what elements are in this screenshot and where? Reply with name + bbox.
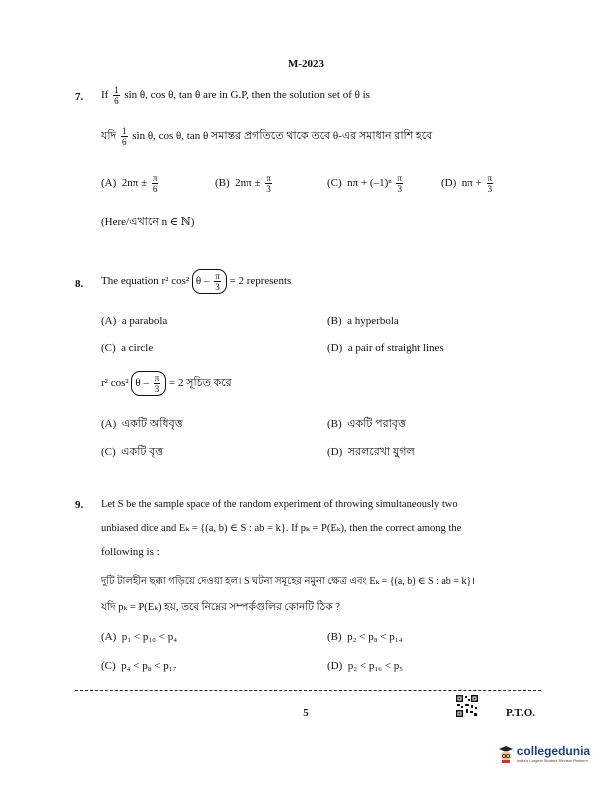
one-sixth-fraction [113, 85, 120, 106]
q8-option-c-en[interactable] [101, 342, 153, 354]
q7-bn-pre: যদি [101, 130, 117, 143]
frac-den: 6 [152, 184, 158, 194]
frac-num: π [152, 173, 158, 183]
q9-option-c[interactable] [101, 660, 176, 672]
question-9-number: 9. [75, 499, 84, 511]
option-fraction [265, 173, 272, 194]
q9-option-a[interactable] [101, 631, 177, 643]
q7-option-a[interactable] [101, 173, 160, 194]
option-label: (C) [101, 660, 116, 672]
pto-label: P.T.O. [506, 707, 536, 719]
frac-num: π [397, 173, 403, 183]
q8-option-c-bn[interactable] [101, 443, 163, 462]
page-number: 5 [303, 707, 309, 719]
option-label: (D) [327, 660, 343, 672]
graduate-mascot-icon [498, 745, 514, 763]
frac-den: 3 [154, 384, 160, 394]
q7-option-d[interactable] [441, 173, 495, 194]
option-label: (B) [327, 418, 342, 430]
option-label: (A) [101, 177, 117, 190]
option-text: a pair of straight lines [347, 342, 444, 354]
frac-num: π [154, 373, 160, 383]
option-text: p₂ < p₈ < p₁₄ [347, 631, 403, 643]
logo-tagline: India's Largest Student Review Platform [516, 758, 588, 763]
option-label: (D) [327, 446, 343, 458]
collegedunia-logo [498, 744, 590, 763]
question-7-text-bn [101, 126, 432, 147]
frac-den: 6 [114, 96, 119, 106]
frac-den: 3 [215, 282, 220, 292]
paren-text: θ – [135, 377, 149, 390]
pi-over-three-fraction [214, 271, 221, 292]
option-text: a circle [121, 342, 154, 354]
option-text: nπ + [461, 177, 482, 190]
q9-en-line3: following is : [101, 546, 160, 558]
option-text: p₂ < p₁₆ < p₅ [347, 660, 404, 672]
option-text: nπ + (–1)ⁿ [347, 177, 392, 190]
option-label: (C) [101, 342, 116, 354]
footer-divider [75, 690, 541, 691]
q8-en-pre: The equation r² cos² [101, 275, 190, 288]
q8-option-d-bn[interactable] [327, 443, 415, 462]
q9-en-line1: Let S be the sample space of the random experiment of throwing simultaneously two [101, 499, 458, 510]
question-7-text-en [101, 85, 370, 106]
option-fraction [487, 173, 494, 194]
frac-num: 1 [114, 85, 119, 95]
q9-en-line2: unbiased dice and Eₖ = {(a, b) ∈ S : ab = k}. If pₖ = P(Eₖ), then the correct among the [101, 523, 462, 534]
q7-option-c[interactable] [327, 173, 405, 194]
paren-text: θ – [195, 275, 210, 288]
option-text: সরলরেখা যুগল [347, 446, 415, 458]
option-label: (D) [327, 342, 343, 354]
q9-option-b[interactable] [327, 631, 402, 643]
q8-option-b-bn[interactable] [327, 415, 406, 434]
option-text: 2nπ ± [235, 177, 261, 190]
paper-code: M-2023 [287, 58, 325, 70]
q8-en-post: = 2 represents [229, 275, 292, 288]
q7-bn-post: sin θ, cos θ, tan θ সমান্তর প্রগতিতে থাকে তবে θ-এর সমাধান রাশি হবে [132, 130, 433, 143]
frac-den: 6 [122, 137, 127, 147]
question-8-text-en [101, 269, 291, 294]
option-label: (B) [327, 631, 342, 643]
frac-den: 3 [397, 184, 402, 194]
frac-num: 1 [122, 126, 127, 136]
option-fraction [152, 173, 159, 194]
option-text: একটি বৃত্ত [121, 446, 164, 458]
paren-expression [192, 269, 227, 294]
paren-expression-bn [131, 371, 166, 396]
q7-note: (Here/এখানে n ∈ ℕ) [101, 216, 195, 228]
option-text: a parabola [121, 315, 168, 327]
one-sixth-fraction-bn [121, 126, 128, 147]
question-8-text-bn [101, 371, 232, 396]
q9-bn-line1: দুটি টালহীন ছক্কা গড়িয়ে দেওয়া হল। S ঘটনা সমূহের নমুনা ক্ষেত্র এবং Eₖ = {(a, b) ∈ S : ab = k}। [101, 576, 476, 587]
option-text: 2nπ ± [121, 177, 148, 190]
q8-bn-post: = 2 সূচিত করে [169, 377, 232, 390]
q7-option-b[interactable] [215, 173, 274, 194]
q9-bn-line2: যদি pₖ = P(Eₖ) হয়, তবে নিম্নের সম্পর্কগুলির কোনটি ঠিক ? [101, 602, 340, 613]
option-label: (B) [327, 315, 342, 327]
question-7-number: 7. [75, 91, 84, 103]
frac-num: π [215, 271, 220, 281]
q7-en-post: sin θ, cos θ, tan θ are in G.P, then the solution set of θ is [124, 89, 370, 102]
frac-den: 3 [487, 184, 493, 194]
frac-num: π [487, 173, 493, 183]
pi-over-three-fraction [154, 373, 161, 394]
logo-name: collegedunia [516, 744, 591, 758]
option-text: একটি পরাবৃত্ত [347, 418, 406, 430]
q7-en-pre: If [101, 89, 109, 102]
option-fraction [396, 173, 403, 194]
option-text: p₁ < p₁₀ < p₄ [121, 631, 178, 643]
option-label: (D) [441, 177, 457, 190]
q8-bn-pre: r² cos² [101, 377, 129, 390]
q8-option-d-en[interactable] [327, 342, 444, 354]
option-label: (A) [101, 418, 117, 430]
q8-option-b-en[interactable] [327, 315, 399, 327]
option-text: p₄ < p₈ < p₁₇ [121, 660, 177, 672]
option-label: (B) [215, 177, 230, 190]
option-label: (A) [101, 315, 117, 327]
frac-den: 3 [266, 184, 271, 194]
question-8-number: 8. [75, 278, 84, 290]
q9-option-d[interactable] [327, 660, 403, 672]
option-label: (A) [101, 631, 117, 643]
option-label: (C) [101, 446, 116, 458]
option-text: a hyperbola [347, 315, 399, 327]
option-text: একটি অধিবৃত্ত [121, 418, 183, 430]
frac-num: π [266, 173, 271, 183]
option-label: (C) [327, 177, 342, 190]
q8-option-a-bn[interactable] [101, 415, 183, 434]
q8-option-a-en[interactable] [101, 315, 167, 327]
